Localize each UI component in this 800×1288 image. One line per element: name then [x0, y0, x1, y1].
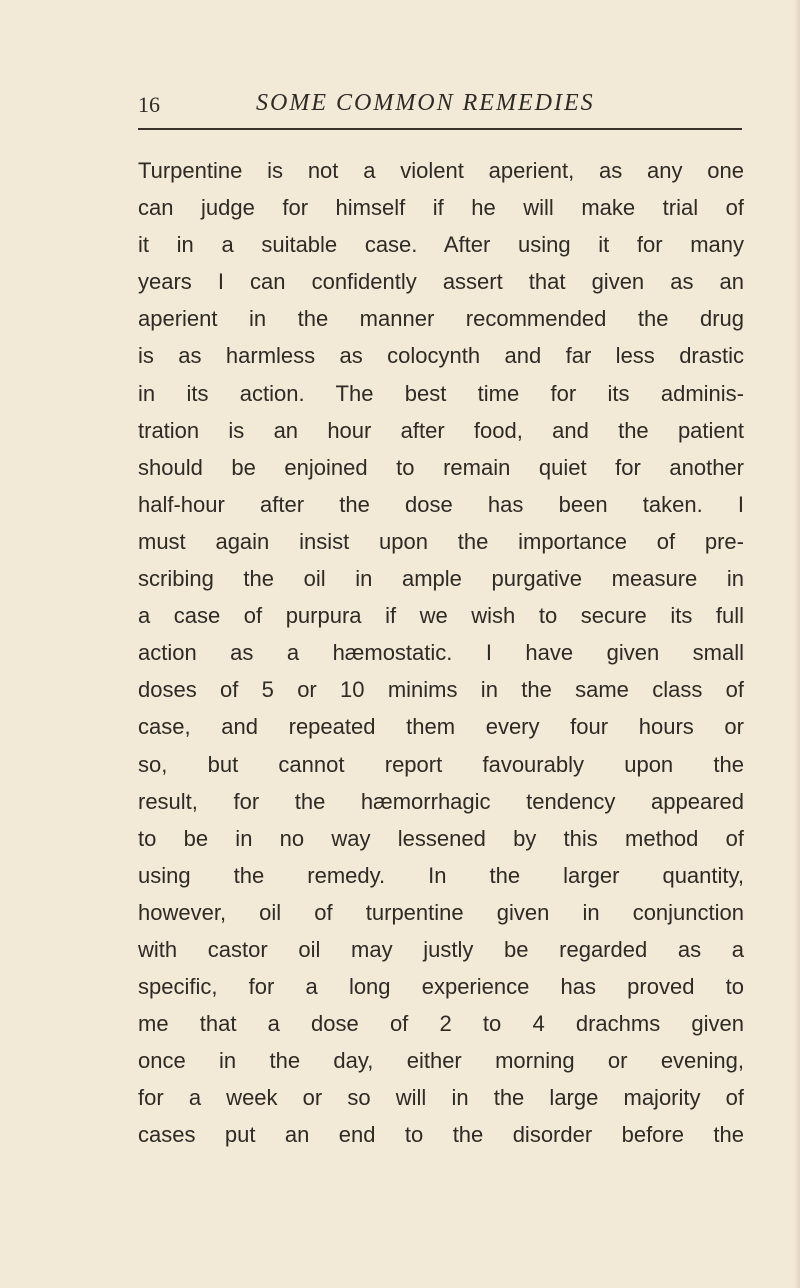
text-line: must again insist upon the importance of pre-: [138, 528, 744, 554]
text-line: aperient in the manner recommended the drug: [138, 306, 744, 332]
text-line: tration is an hour after food, and the patient: [138, 417, 744, 443]
text-line: action as a hæmostatic. I have given small: [138, 640, 744, 666]
text-line: it in a suitable case. After using it for many: [138, 232, 744, 258]
text-line: years I can confidently assert that given as an: [138, 269, 744, 295]
text-line: cases put an end to the disorder before the: [138, 1122, 744, 1148]
text-line: half-hour after the dose has been taken. I: [138, 491, 744, 517]
running-head: [138, 88, 742, 124]
text-line: a case of purpura if we wish to secure its full: [138, 603, 744, 629]
text-line: Turpentine is not a violent aperient, as any one: [138, 158, 744, 183]
running-title: SOME COMMON REMEDIES: [256, 90, 595, 116]
text-line: should be enjoined to remain quiet for another: [138, 454, 744, 480]
text-line: is as harmless as colocynth and far less drastic: [138, 343, 744, 369]
text-line: in its action. The best time for its adminis-: [138, 380, 744, 406]
text-line: once in the day, either morning or evening,: [138, 1048, 744, 1074]
text-line: scribing the oil in ample purgative measure in: [138, 566, 744, 592]
text-line: case, and repeated them every four hours or: [138, 714, 744, 740]
text-line: to be in no way lessened by this method of: [138, 825, 744, 851]
body-paragraph: [138, 152, 744, 1154]
text-line: using the remedy. In the larger quantity,: [138, 862, 744, 888]
text-line: can judge for himself if he will make trial of: [138, 195, 744, 221]
text-line: doses of 5 or 10 minims in the same class of: [138, 677, 744, 703]
page-edge-shadow: [794, 0, 800, 1288]
text-line: with castor oil may justly be regarded as a: [138, 936, 744, 962]
text-line: so, but cannot report favourably upon the: [138, 751, 744, 777]
text-line: however, oil of turpentine given in conjunction: [138, 899, 744, 925]
header-rule: [138, 128, 742, 130]
text-line: for a week or so will in the large majority of: [138, 1085, 744, 1111]
text-line: result, for the hæmorrhagic tendency appeared: [138, 788, 744, 814]
text-line: me that a dose of 2 to 4 drachms given: [138, 1011, 744, 1037]
text-line: specific, for a long experience has proved to: [138, 974, 744, 1000]
page-number: 16: [138, 92, 160, 117]
